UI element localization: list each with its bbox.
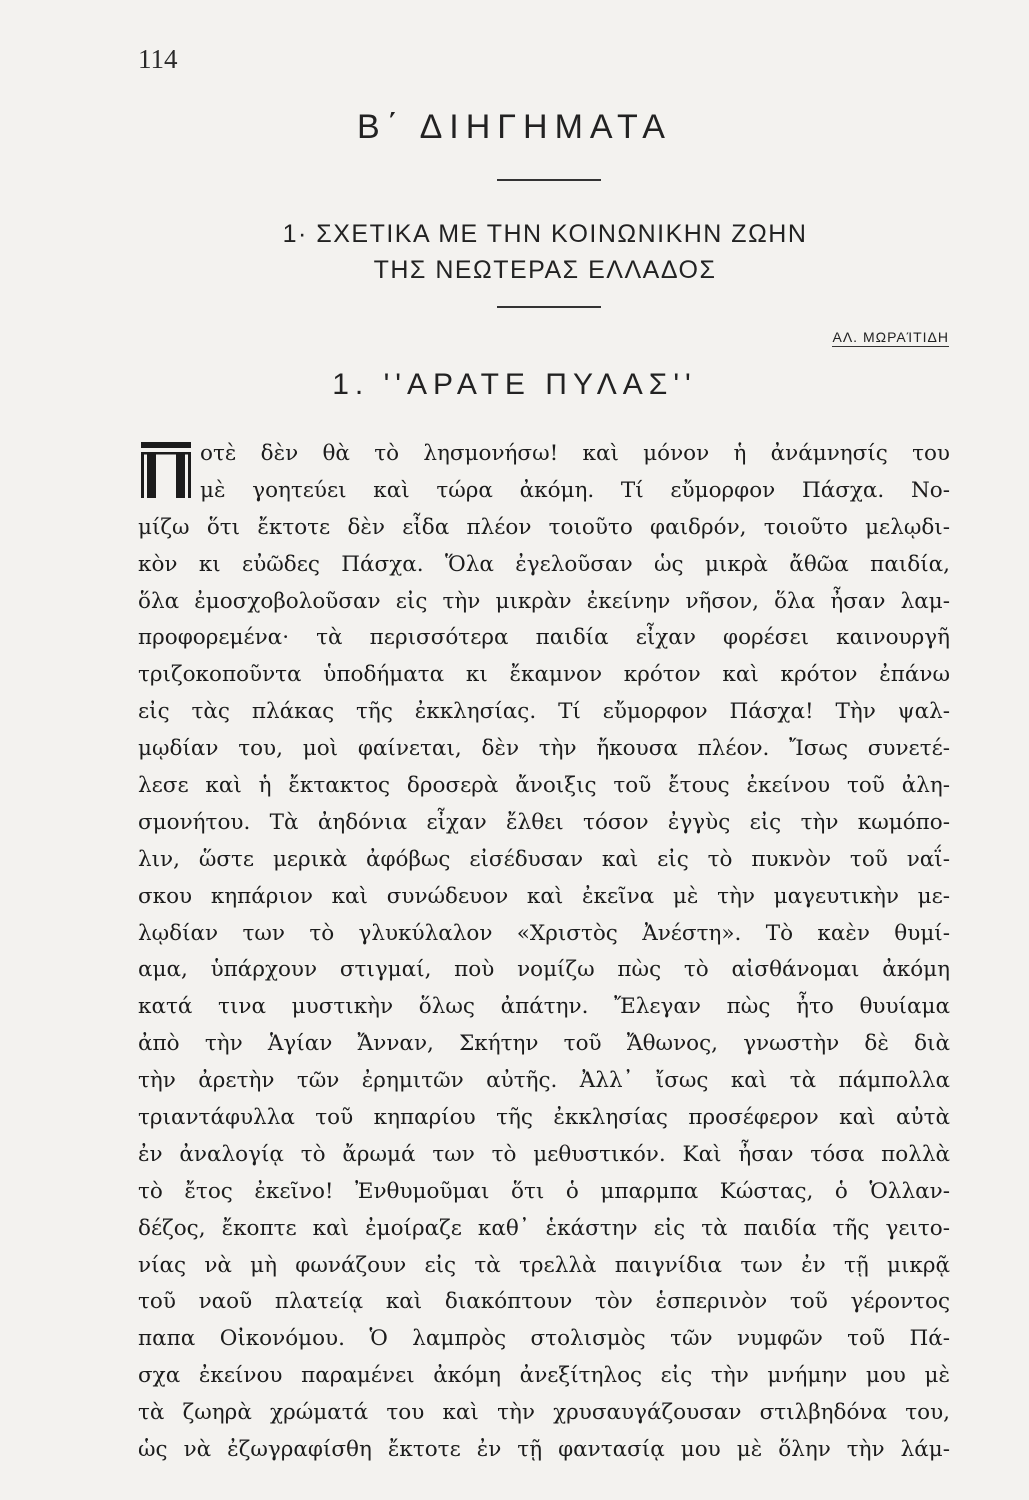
- divider: [497, 179, 601, 181]
- page-number: 114: [138, 44, 178, 74]
- subsection-line-1: 1· ΣΧΕΤΙΚΑ ΜΕ ΤΗΝ ΚΟΙΝΩΝΙΚΗΝ ΖΩΗΝ: [282, 220, 808, 248]
- text-line: σκου κηπάριον καὶ συνώδευον καὶ ἐκεῖνα μὲ τὴν μαγευτικὴν με-: [138, 883, 950, 909]
- text-line: τριζοκοποῦντα ὑποδήματα κι ἔκαμνον κρότον καὶ κρότον ἐπάνω: [138, 662, 950, 688]
- text-line: οτὲ δὲν θὰ τὸ λησμονήσω! καὶ μόνον ἡ ἀνάμνησίς του: [200, 441, 950, 466]
- text-line: σχα ἐκείνου παραμένει ἀκόμη ἀνεξίτηλος εἰς τὴν μνήμην μου μὲ: [138, 1363, 950, 1389]
- text-line: τὰ ζωηρὰ χρώματά του καὶ τὴν χρυσαυγάζουσαν στιλβηδόνα του,: [138, 1400, 950, 1426]
- subsection-line-2: ΤΗΣ ΝΕΩΤΕΡΑΣ ΕΛΛΑΔΟΣ: [373, 256, 717, 284]
- text-line: τοῦ ναοῦ πλατείᾳ καὶ διακόπτουν τὸν ἑσπερινὸν τοῦ γέροντος: [138, 1289, 950, 1315]
- divider: [497, 306, 601, 308]
- text-line: ὅλα ἐμοσχοβολοῦσαν εἰς τὴν μικρὰν ἐκείνην νῆσον, ὅλα ἦσαν λαμ-: [138, 588, 950, 614]
- text-line: μίζω ὅτι ἔκτοτε δὲν εἶδα πλέον τοιοῦτο φαιδρόν, τοιοῦτο μελῳδι-: [138, 514, 950, 540]
- text-line: προφορεμένα· τὰ περισσότερα παιδία εἶχαν φορέσει καινουργῆ: [138, 625, 950, 651]
- text-line: σμονήτου. Τὰ ἀηδόνια εἶχαν ἔλθει τόσον ἐγγὺς εἰς τὴν κωμόπο-: [138, 809, 950, 835]
- text-line: αμα, ὑπάρχουν στιγμαί, ποὺ νομίζω πὼς τὸ αἰσθάνομαι ἀκόμη: [138, 957, 950, 983]
- section-title: Β΄ ΔΙΗΓΗΜΑΤΑ: [357, 108, 672, 146]
- text-line: εἰς τὰς πλάκας τῆς ἐκκλησίας. Τί εὔμορφον Πάσχα! Τὴν ψαλ-: [138, 699, 950, 725]
- text-line: λεσε καὶ ἡ ἔκτακτος δροσερὰ ἄνοιξις τοῦ ἔτους ἐκείνου τοῦ ἀλη-: [138, 773, 950, 799]
- text-line: κὸν κι εὐῶδες Πάσχα. Ὅλα ἐγελοῦσαν ὡς μικρὰ ἄθῶα παιδία,: [138, 551, 950, 577]
- text-line: ὡς νὰ ἐζωγραφίσθη ἔκτοτε ἐν τῇ φαντασίᾳ μου μὲ ὅλην τὴν λάμ-: [138, 1437, 950, 1463]
- text-line: παπα Οἰκονόμου. Ὁ λαμπρὸς στολισμὸς τῶν νυμφῶν τοῦ Πά-: [138, 1326, 950, 1352]
- text-line: ἀπὸ τὴν Ἁγίαν Ἄνναν, Σκήτην τοῦ Ἄθωνος, γνωστὴν δὲ διὰ: [138, 1031, 950, 1057]
- text-line: μῳδίαν του, μοὶ φαίνεται, δὲν τὴν ἤκουσα πλέον. Ἴσως συνετέ-: [138, 736, 950, 762]
- text-line: νίας νὰ μὴ φωνάζουν εἰς τὰ τρελλὰ παιγνίδια των ἐν τῇ μικρᾷ: [138, 1252, 950, 1278]
- text-line: δέζος, ἔκοπτε καὶ ἐμοίραζε καθ᾽ ἑκάστην εἰς τὰ παιδία τῆς γειτο-: [138, 1215, 950, 1241]
- text-line: ἐν ἀναλογίᾳ τὸ ἄρωμά των τὸ μεθυστικόν. Καὶ ἦσαν τόσα πολλὰ: [138, 1141, 950, 1167]
- text-line: λιν, ὥστε μερικὰ ἀφόβως εἰσέδυσαν καὶ εἰς τὸ πυκνὸν τοῦ ναΐ-: [138, 846, 950, 872]
- text-line: τριαντάφυλλα τοῦ κηπαρίου τῆς ἐκκλησίας προσέφερον καὶ αὐτὰ: [138, 1105, 950, 1131]
- story-body: [138, 436, 950, 1469]
- text-line: τὴν ἀρετὴν τῶν ἐρημιτῶν αὐτῆς. Ἀλλ᾽ ἴσως καὶ τὰ πάμπολλα: [138, 1068, 950, 1094]
- author-name: ΑΛ. ΜΩΡΑΊΤΙΔΗ: [832, 329, 949, 345]
- text-line: κατά τινα μυστικὴν ὅλως ἀπάτην. Ἔλεγαν πὼς ἦτο θυυίαμα: [138, 994, 950, 1020]
- story-title: 1. ''ΑΡΑΤΕ ΠΥΛΑΣ'': [332, 368, 697, 401]
- text-line: λῳδίαν των τὸ γλυκύλαλον «Χριστὸς Ἀνέστη». Τὸ καὲν θυμί-: [138, 920, 950, 946]
- text-line: τὸ ἔτος ἐκεῖνο! Ἐνθυμοῦμαι ὅτι ὁ μπαρμπα Κώστας, ὁ Ὁλλαν-: [138, 1178, 950, 1204]
- text-line: μὲ γοητεύει καὶ τώρα ἀκόμη. Τί εὔμορφον Πάσχα. Νο-: [200, 477, 950, 503]
- subsection-heading: [0, 216, 1029, 288]
